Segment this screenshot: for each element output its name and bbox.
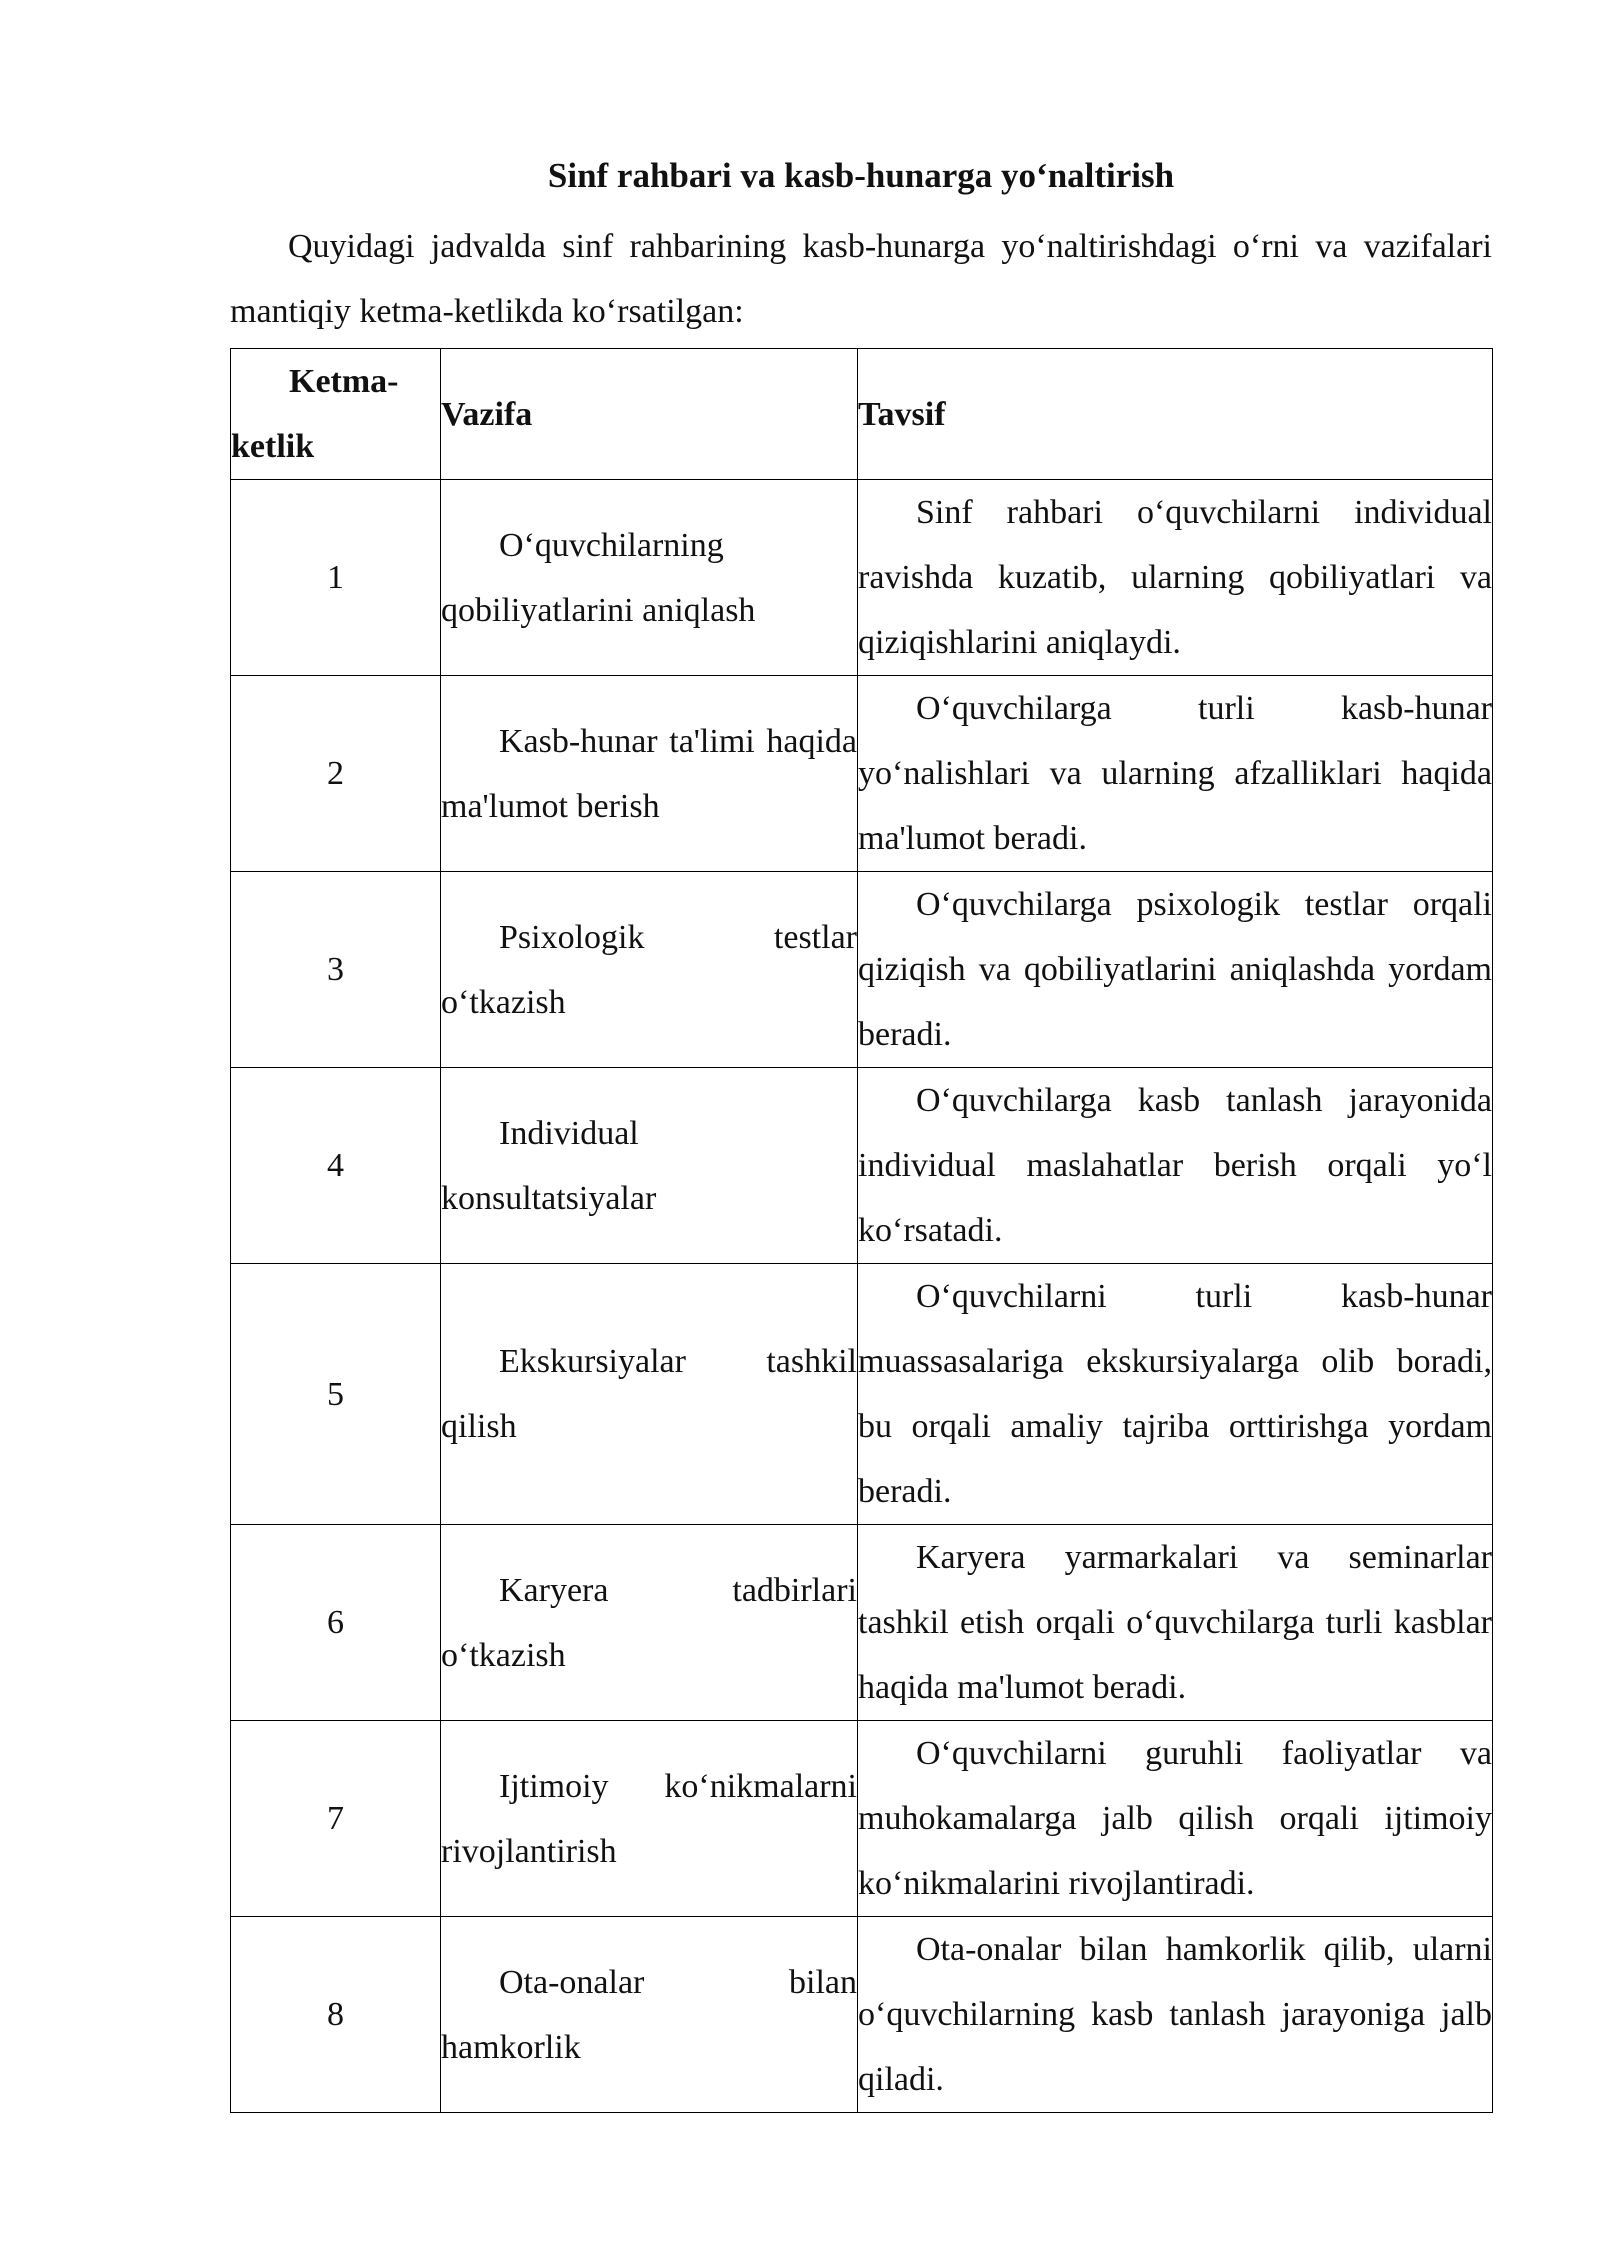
table-row (231, 1721, 1493, 1917)
row-description: Karyera yarmarkalari va seminarlar tashkil etish orqali o‘quvchilarga turli kasblar haqida ma'lumot beradi. (858, 1525, 1493, 1721)
row-task: O‘quvchilarning qobiliyatlarini aniqlash (441, 480, 858, 676)
row-task: Kasb-hunar ta'limi haqida ma'lumot berish (441, 676, 858, 872)
table-row (231, 676, 1493, 872)
row-number: 4 (231, 1068, 441, 1264)
row-task: Ekskursiyalar tashkil qilish (441, 1264, 858, 1525)
table-row (231, 1525, 1493, 1721)
row-description: Ota-onalar bilan hamkorlik qilib, ularni o‘quvchilarning kasb tanlash jarayoniga jalb qiladi. (858, 1917, 1493, 2113)
table-row (231, 480, 1493, 676)
row-description: O‘quvchilarni turli kasb-hunar muassasalariga ekskursiyalarga olib boradi, bu orqali amaliy tajriba orttirishga yordam beradi. (858, 1264, 1493, 1525)
intro-paragraph: Quyidagi jadvalda sinf rahbarining kasb-hunarga yo‘naltirishdagi o‘rni va vazifalari mantiqiy ketma-ketlikda ko‘rsatilgan: (230, 228, 1492, 330)
table-header-row (231, 349, 1493, 480)
header-task: Vazifa (441, 349, 858, 480)
header-order-label: Ketma-ketlik (231, 363, 399, 465)
row-number: 1 (231, 480, 441, 676)
row-task: Ota-onalar bilan hamkorlik (441, 1917, 858, 2113)
table-row (231, 1917, 1493, 2113)
table-row (231, 1068, 1493, 1264)
row-description: O‘quvchilarga kasb tanlash jarayonida individual maslahatlar berish orqali yo‘l ko‘rsatadi. (858, 1068, 1493, 1264)
row-number: 3 (231, 872, 441, 1068)
row-task: Individual konsultatsiyalar (441, 1068, 858, 1264)
tasks-table (230, 348, 1493, 2113)
header-order (231, 349, 441, 480)
row-task: Ijtimoiy ko‘nikmalarni rivojlantirish (441, 1721, 858, 1917)
row-description: O‘quvchilarga psixologik testlar orqali qiziqish va qobiliyatlarini aniqlashda yordam beradi. (858, 872, 1493, 1068)
header-description: Tavsif (858, 349, 1493, 480)
row-number: 8 (231, 1917, 441, 2113)
table-row (231, 1264, 1493, 1525)
row-task: Karyera tadbirlari o‘tkazish (441, 1525, 858, 1721)
row-description: O‘quvchilarni guruhli faoliyatlar va muhokamalarga jalb qilish orqali ijtimoiy ko‘nikmalarini rivojlantiradi. (858, 1721, 1493, 1917)
table-row (231, 872, 1493, 1068)
row-number: 5 (231, 1264, 441, 1525)
row-task: Psixologik testlar o‘tkazish (441, 872, 858, 1068)
document-title: Sinf rahbari va kasb-hunarga yo‘naltirish (547, 156, 1175, 195)
row-number: 2 (231, 676, 441, 872)
row-description: O‘quvchilarga turli kasb-hunar yo‘nalishlari va ularning afzalliklari haqida ma'lumot beradi. (858, 676, 1493, 872)
row-number: 6 (231, 1525, 441, 1721)
row-description: Sinf rahbari o‘quvchilarni individual ravishda kuzatib, ularning qobiliyatlari va qiziqishlarini aniqlaydi. (858, 480, 1493, 676)
row-number: 7 (231, 1721, 441, 1917)
